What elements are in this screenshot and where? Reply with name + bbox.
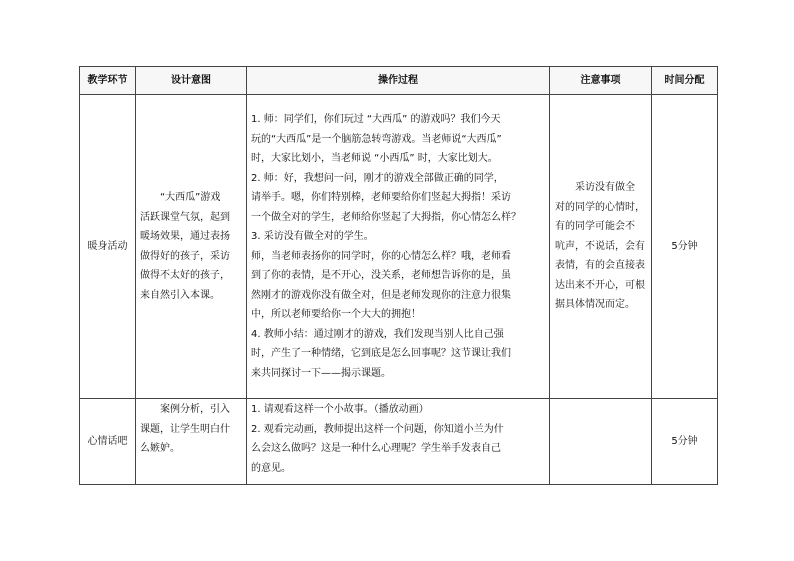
header-notes: 注意事项 [550, 67, 652, 95]
notes-line: 据具体情况而定。 [555, 299, 635, 311]
intent-cell [136, 399, 247, 485]
notes-line: 达出来不开心，可根 [555, 279, 645, 291]
process-line: 请举手。嗯，你们特别棒，老师要给你们竖起大拇指！采访 [251, 192, 511, 203]
table-row-warmup [80, 95, 718, 399]
intent-line: 课题，让学生明白什 [140, 423, 230, 435]
process-cell [247, 399, 550, 485]
table-header-row [80, 67, 718, 95]
process-line: 时，大家比划小，当老师说 “小西瓜” 时，大家比划大。 [251, 153, 498, 164]
process-line: 中，所以老师要给你一个大大的拥抱！ [251, 309, 421, 320]
process-line: 的意见。 [251, 462, 291, 474]
process-line: 师，当老师表扬你的同学时，你的心情怎么样？哦，老师看 [251, 250, 511, 262]
table-row-mood-talk [80, 399, 718, 485]
process-line: 然刚才的游戏你没有做全对，但是老师发现你的注意力很集 [251, 289, 511, 301]
process-line: 一个做全对的学生，老师给你竖起了大拇指，你心情怎么样？ [251, 211, 521, 223]
stage-cell: 暖身活动 [80, 95, 136, 399]
process-line: 1. 师：同学们，你们玩过 “大西瓜” 的游戏吗？我们今天 [251, 114, 501, 125]
process-line: 时，产生了一种情绪，它到底是怎么回事呢？这节课让我们 [251, 348, 511, 359]
intent-line: 案例分析，引入 [160, 404, 230, 415]
process-line: 2. 观看完动画，教师提出这样一个问题，你知道小兰为什 [251, 423, 504, 435]
process-line: 来共同探讨一下——揭示课题。 [251, 367, 391, 379]
header-intent: 设计意图 [136, 67, 247, 95]
process-line: 1. 请观看这样一个小故事。（播放动画） [251, 404, 429, 415]
process-line: 么会这么做吗？这是一种什么心理呢？学生举手发表自己 [251, 443, 501, 454]
notes-cell [550, 399, 652, 485]
header-process: 操作过程 [247, 67, 550, 95]
process-line: 玩的“大西瓜”是一个脑筋急转弯游戏。当老师说“大西瓜” [251, 133, 502, 145]
intent-line: 做得好的孩子，采访 [140, 250, 230, 262]
header-stage: 教学环节 [80, 67, 136, 95]
intent-cell [136, 95, 247, 399]
process-cell [247, 95, 550, 399]
notes-line: 吭声，不说话，会有 [555, 240, 645, 252]
process-line: 4. 教师小结：通过刚才的游戏，我们发现当别人比自己强 [251, 328, 504, 340]
stage-cell: 心情话吧 [80, 399, 136, 485]
notes-line: 表情，有的会直接表 [555, 260, 645, 272]
time-cell: 5分钟 [652, 399, 718, 485]
notes-line: 有的同学可能会不 [555, 221, 635, 233]
intent-line: 么嫉妒。 [140, 443, 180, 454]
lesson-plan-table [79, 66, 718, 485]
intent-line: “大西瓜”游戏 [160, 192, 221, 203]
process-line: 3. 采访没有做全对的学生。 [251, 231, 374, 242]
intent-line: 活跃课堂气氛，起到 [140, 211, 230, 223]
header-time: 时间分配 [652, 67, 718, 95]
intent-line: 来自然引入本课。 [140, 289, 220, 301]
process-line: 到了你的表情，是不开心，没关系，老师想告诉你的是，虽 [251, 270, 511, 281]
intent-line: 做得不太好的孩子， [140, 270, 230, 281]
process-line: 2. 师：好，我想问一问，刚才的游戏全部做正确的同学， [251, 172, 504, 184]
notes-line: 对的同学的心情时， [555, 201, 645, 213]
intent-line: 暖场效果，通过表扬 [140, 231, 230, 242]
time-cell: 5分钟 [652, 95, 718, 399]
notes-line: 采访没有做全 [575, 182, 635, 194]
notes-cell [550, 95, 652, 399]
